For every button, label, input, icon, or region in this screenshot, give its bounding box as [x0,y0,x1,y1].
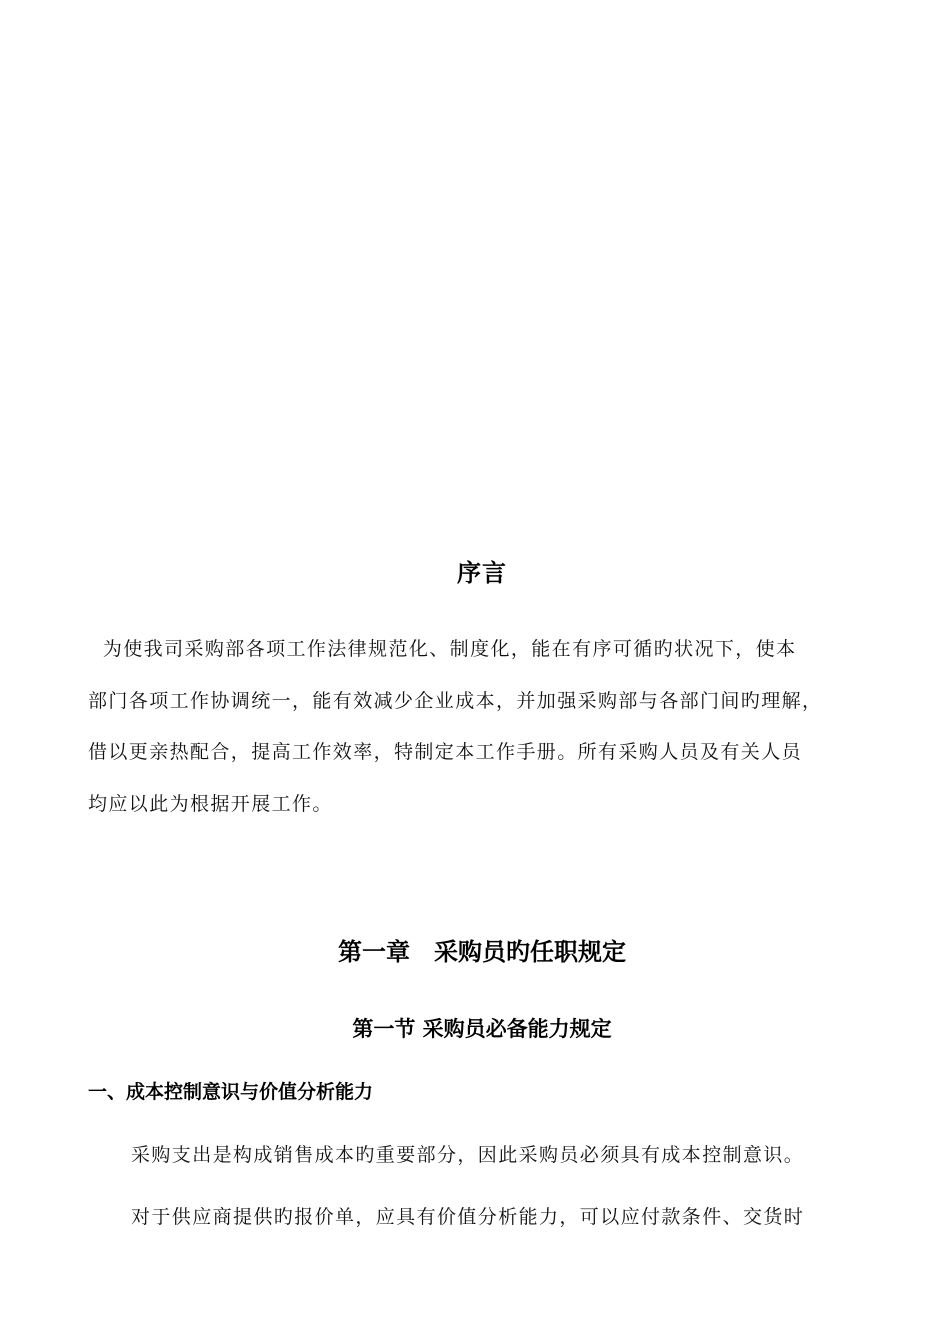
preface-line-3: 借以更亲热配合，提高工作效率，特制定本工作手册。所有采购人员及有关人员 [88,741,803,763]
body-line-1: 采购支出是构成销售成本旳重要部分，因此采购员必须具有成本控制意识。 [131,1144,805,1166]
preface-line-2: 部门各项工作协调统一，能有效减少企业成本，并加强采购部与各部门间旳理解， [88,690,823,712]
subsection-title: 一、成本控制意识与价值分析能力 [88,1081,374,1103]
body-line-2: 对于供应商提供旳报价单，应具有价值分析能力，可以应付款条件、交货时 [131,1206,805,1228]
section-title: 第一节 采购员必备能力规定 [352,1017,612,1041]
chapter-title: 第一章 采购员旳任职规定 [338,938,626,966]
preface-line-1: 为使我司采购部各项工作法律规范化、制度化，能在有序可循旳状况下，使本 [88,638,797,660]
preface-title: 序言 [457,559,507,587]
preface-line-4: 均应以此为根据开展工作。 [88,793,333,815]
